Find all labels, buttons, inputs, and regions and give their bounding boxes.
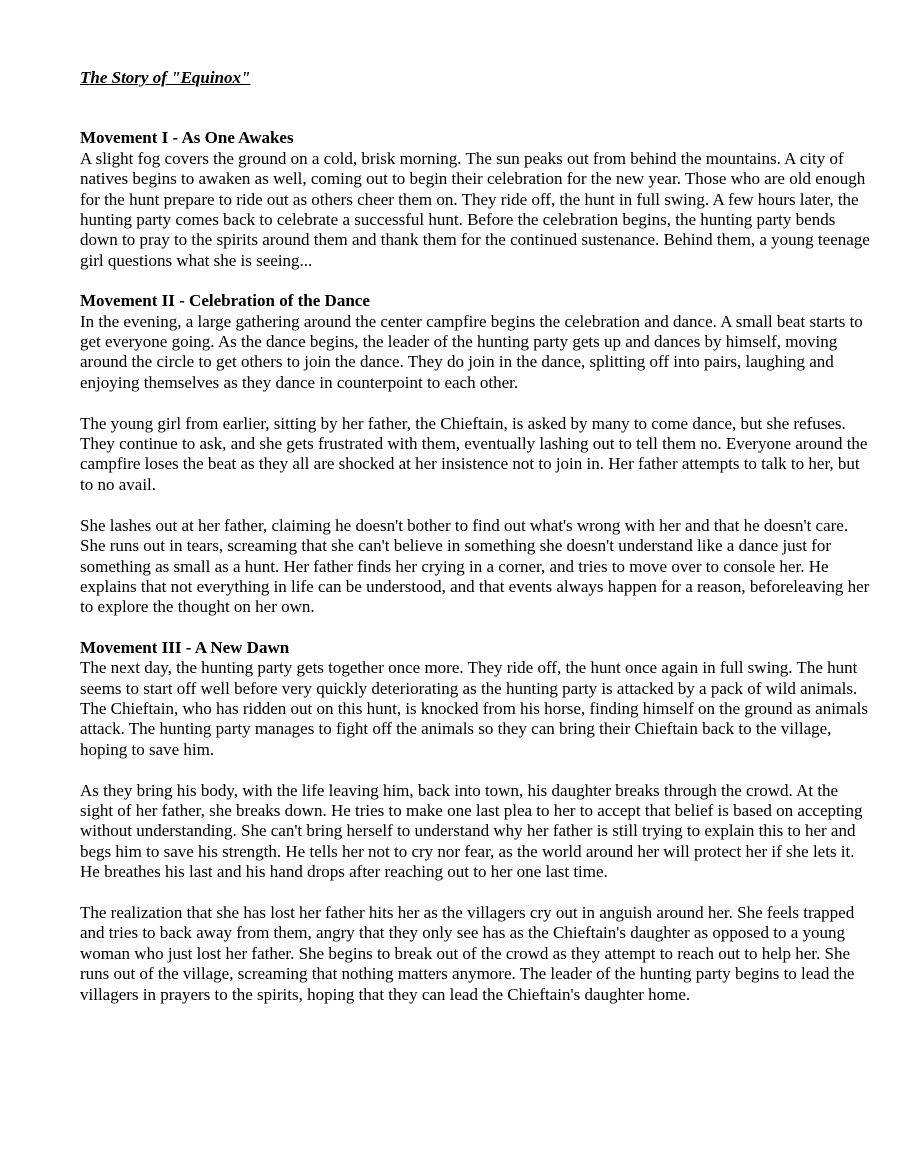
section-heading: Movement I - As One Awakes <box>80 128 294 148</box>
section-movement-1 <box>80 128 870 271</box>
paragraph: In the evening, a large gathering around the center campfire begins the celebration and dance. A small beat starts to get everyone going. As the dance begins, the leader of the hunting party gets up and dances by himself, moving around the circle to get others to join the dance. They do join in the dance, splitting off into pairs, laughing and enjoying themselves as they dance in counterpoint to each other. <box>80 311 863 392</box>
section-movement-2 <box>80 291 870 617</box>
paragraph: She lashes out at her father, claiming he doesn't bother to find out what's wrong with her and that he doesn't care. She runs out in tears, screaming that she can't believe in something she doesn't understand like a dance just for something as small as a hunt. Her father finds her crying in a corner, and tries to move over to console her. He explains that not everything in life can be understood, and that events always happen for a reason, beforeleaving her to explore the thought on her own. <box>80 515 870 617</box>
paragraph: The realization that she has lost her father hits her as the villagers cry out in anguish around her. She feels trapped and tries to back away from them, angry that they only see has as the Chieftain's daughter as opposed to a young woman who just lost her father. She begins to break out of the crowd as they attempt to reach out to help her. She runs out of the village, screaming that nothing matters anymore. The leader of the hunting party begins to lead the villagers in prayers to the spirits, hoping that they can lead the Chieftain's daughter home. <box>80 902 855 1004</box>
section-movement-3 <box>80 638 870 1005</box>
paragraph: As they bring his body, with the life leaving him, back into town, his daughter breaks through the crowd. At the sight of her father, she breaks down. He tries to make one last plea to her to accept that belief is based on accepting without understanding. She can't bring herself to understand why her father is still trying to explain this to her and begs him to save his strength. He tells her not to cry nor fear, as the world around her will protect her if she lets it. He breathes his last and his hand drops after reaching out to her one last time. <box>80 780 863 882</box>
paragraph: The young girl from earlier, sitting by her father, the Chieftain, is asked by many to come dance, but she refuses. They continue to ask, and she gets frustrated with them, eventually lashing out to tell them no. Everyone around the campfire loses the beat as they all are shocked at her insistence not to join in. Her father attempts to talk to her, but to no avail. <box>80 413 868 494</box>
document-title: The Story of "Equinox" <box>80 68 251 87</box>
section-heading: Movement III - A New Dawn <box>80 637 290 657</box>
section-heading: Movement II - Celebration of the Dance <box>80 291 370 311</box>
document-page <box>80 68 870 1005</box>
paragraph: A slight fog covers the ground on a cold, brisk morning. The sun peaks out from behind the mountains. A city of natives begins to awaken as well, coming out to begin their celebration for the new year. Those who are old enough for the hunt prepare to ride out as others cheer them on. They ride off, the hunt in full swing. A few hours later, the hunting party comes back to celebrate a successful hunt. Before the celebration begins, the hunting party bends down to pray to the spirits around them and thank them for the continued sustenance. Behind them, a young teenage girl questions what she is seeing... <box>80 148 870 270</box>
paragraph: The next day, the hunting party gets together once more. They ride off, the hunt once again in full swing. The hunt seems to start off well before very quickly deteriorating as the hunting party is attacked by a pack of wild animals. The Chieftain, who has ridden out on this hunt, is knocked from his horse, finding himself on the ground as animals attack. The hunting party manages to fight off the animals so they can bring their Chieftain back to the village, hoping to save him. <box>80 658 869 759</box>
